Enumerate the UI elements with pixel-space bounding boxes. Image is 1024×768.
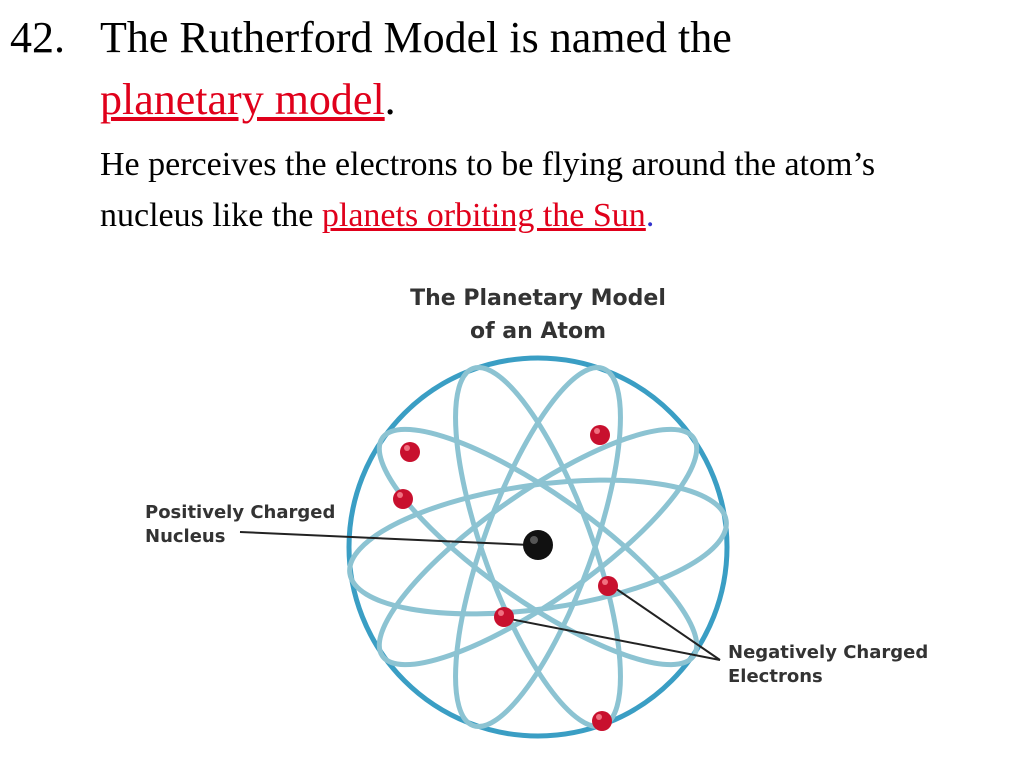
description-prefix: nucleus like the xyxy=(100,197,322,234)
slide-number: 42. xyxy=(10,13,65,62)
description-period: . xyxy=(645,197,655,234)
electron-icon xyxy=(494,607,514,627)
electron-icon xyxy=(400,442,420,462)
planets-orbiting-link[interactable]: planets orbiting the Sun xyxy=(321,197,646,234)
nucleus-label-line1: Positively Charged xyxy=(145,502,336,523)
electron-label-line1: Negatively Charged xyxy=(728,642,929,663)
nucleus-highlight xyxy=(530,536,538,544)
diagram-title-line2: of an Atom xyxy=(469,319,607,344)
nucleus xyxy=(523,530,553,560)
electron-icon xyxy=(393,489,413,509)
planetary-model-link[interactable]: planetary model xyxy=(100,75,385,124)
slide-title-text: The Rutherford Model is named the xyxy=(100,13,732,62)
electron-icon xyxy=(598,576,618,596)
title-period: . xyxy=(384,75,396,124)
diagram-title-line1: The Planetary Model xyxy=(410,286,666,311)
electron-icon xyxy=(590,425,610,445)
electron-icon xyxy=(592,711,612,731)
nucleus-icon xyxy=(523,530,553,560)
electron-label-line2: Electrons xyxy=(728,666,823,687)
nucleus-label-line2: Nucleus xyxy=(145,526,226,547)
description-line1: He perceives the electrons to be flying around the atom’s xyxy=(100,146,876,183)
